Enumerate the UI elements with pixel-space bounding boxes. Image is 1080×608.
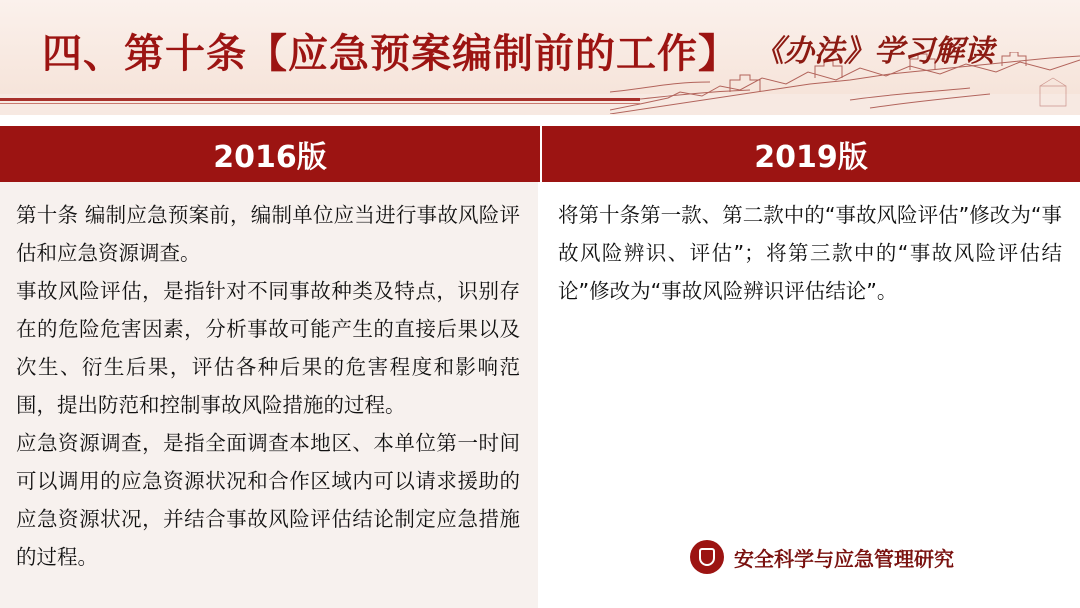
header-divider [0,98,640,101]
footer-badge [690,540,954,574]
comparison-table [0,126,1080,608]
column-header-2016: 2016版 [0,126,540,182]
book-icon [690,540,724,574]
paragraph: 第十条 编制应急预案前，编制单位应当进行事故风险评估和应急资源调查。 [16,203,520,265]
header-bottom-edge [0,115,1080,117]
paragraph: 事故风险评估，是指针对不同事故种类及特点，识别存在的危险危害因素，分析事故可能产生的直接后果以及次生、衍生后果，评估各种后果的危害程度和影响范围，提出防范和控制事故风险措施的过程。 [16,279,520,417]
table-cell-2016-content [0,182,540,608]
great-wall-decoration-icon [610,52,1080,114]
slide-header [0,0,1080,117]
header-subtitle: 《办法》学习解读 [754,34,994,69]
footer-badge-label: 安全科学与应急管理研究 [734,546,954,571]
header-divider-thin [0,103,640,104]
paragraph: 应急资源调查，是指全面调查本地区、本单位第一时间可以调用的应急资源状况和合作区域内可以请求援助的应急资源状况，并结合事故风险评估结论制定应急措施的过程。 [16,431,520,569]
column-header-2019: 2019版 [542,126,1080,182]
page-title: 四、第十条【应急预案编制前的工作】 [42,31,739,77]
paragraph: 将第十条第一款、第二款中的“事故风险评估”修改为“事故风险辨识、评估”；将第三款中的“事故风险评估结论”修改为“事故风险辨识评估结论”。 [558,203,1062,303]
